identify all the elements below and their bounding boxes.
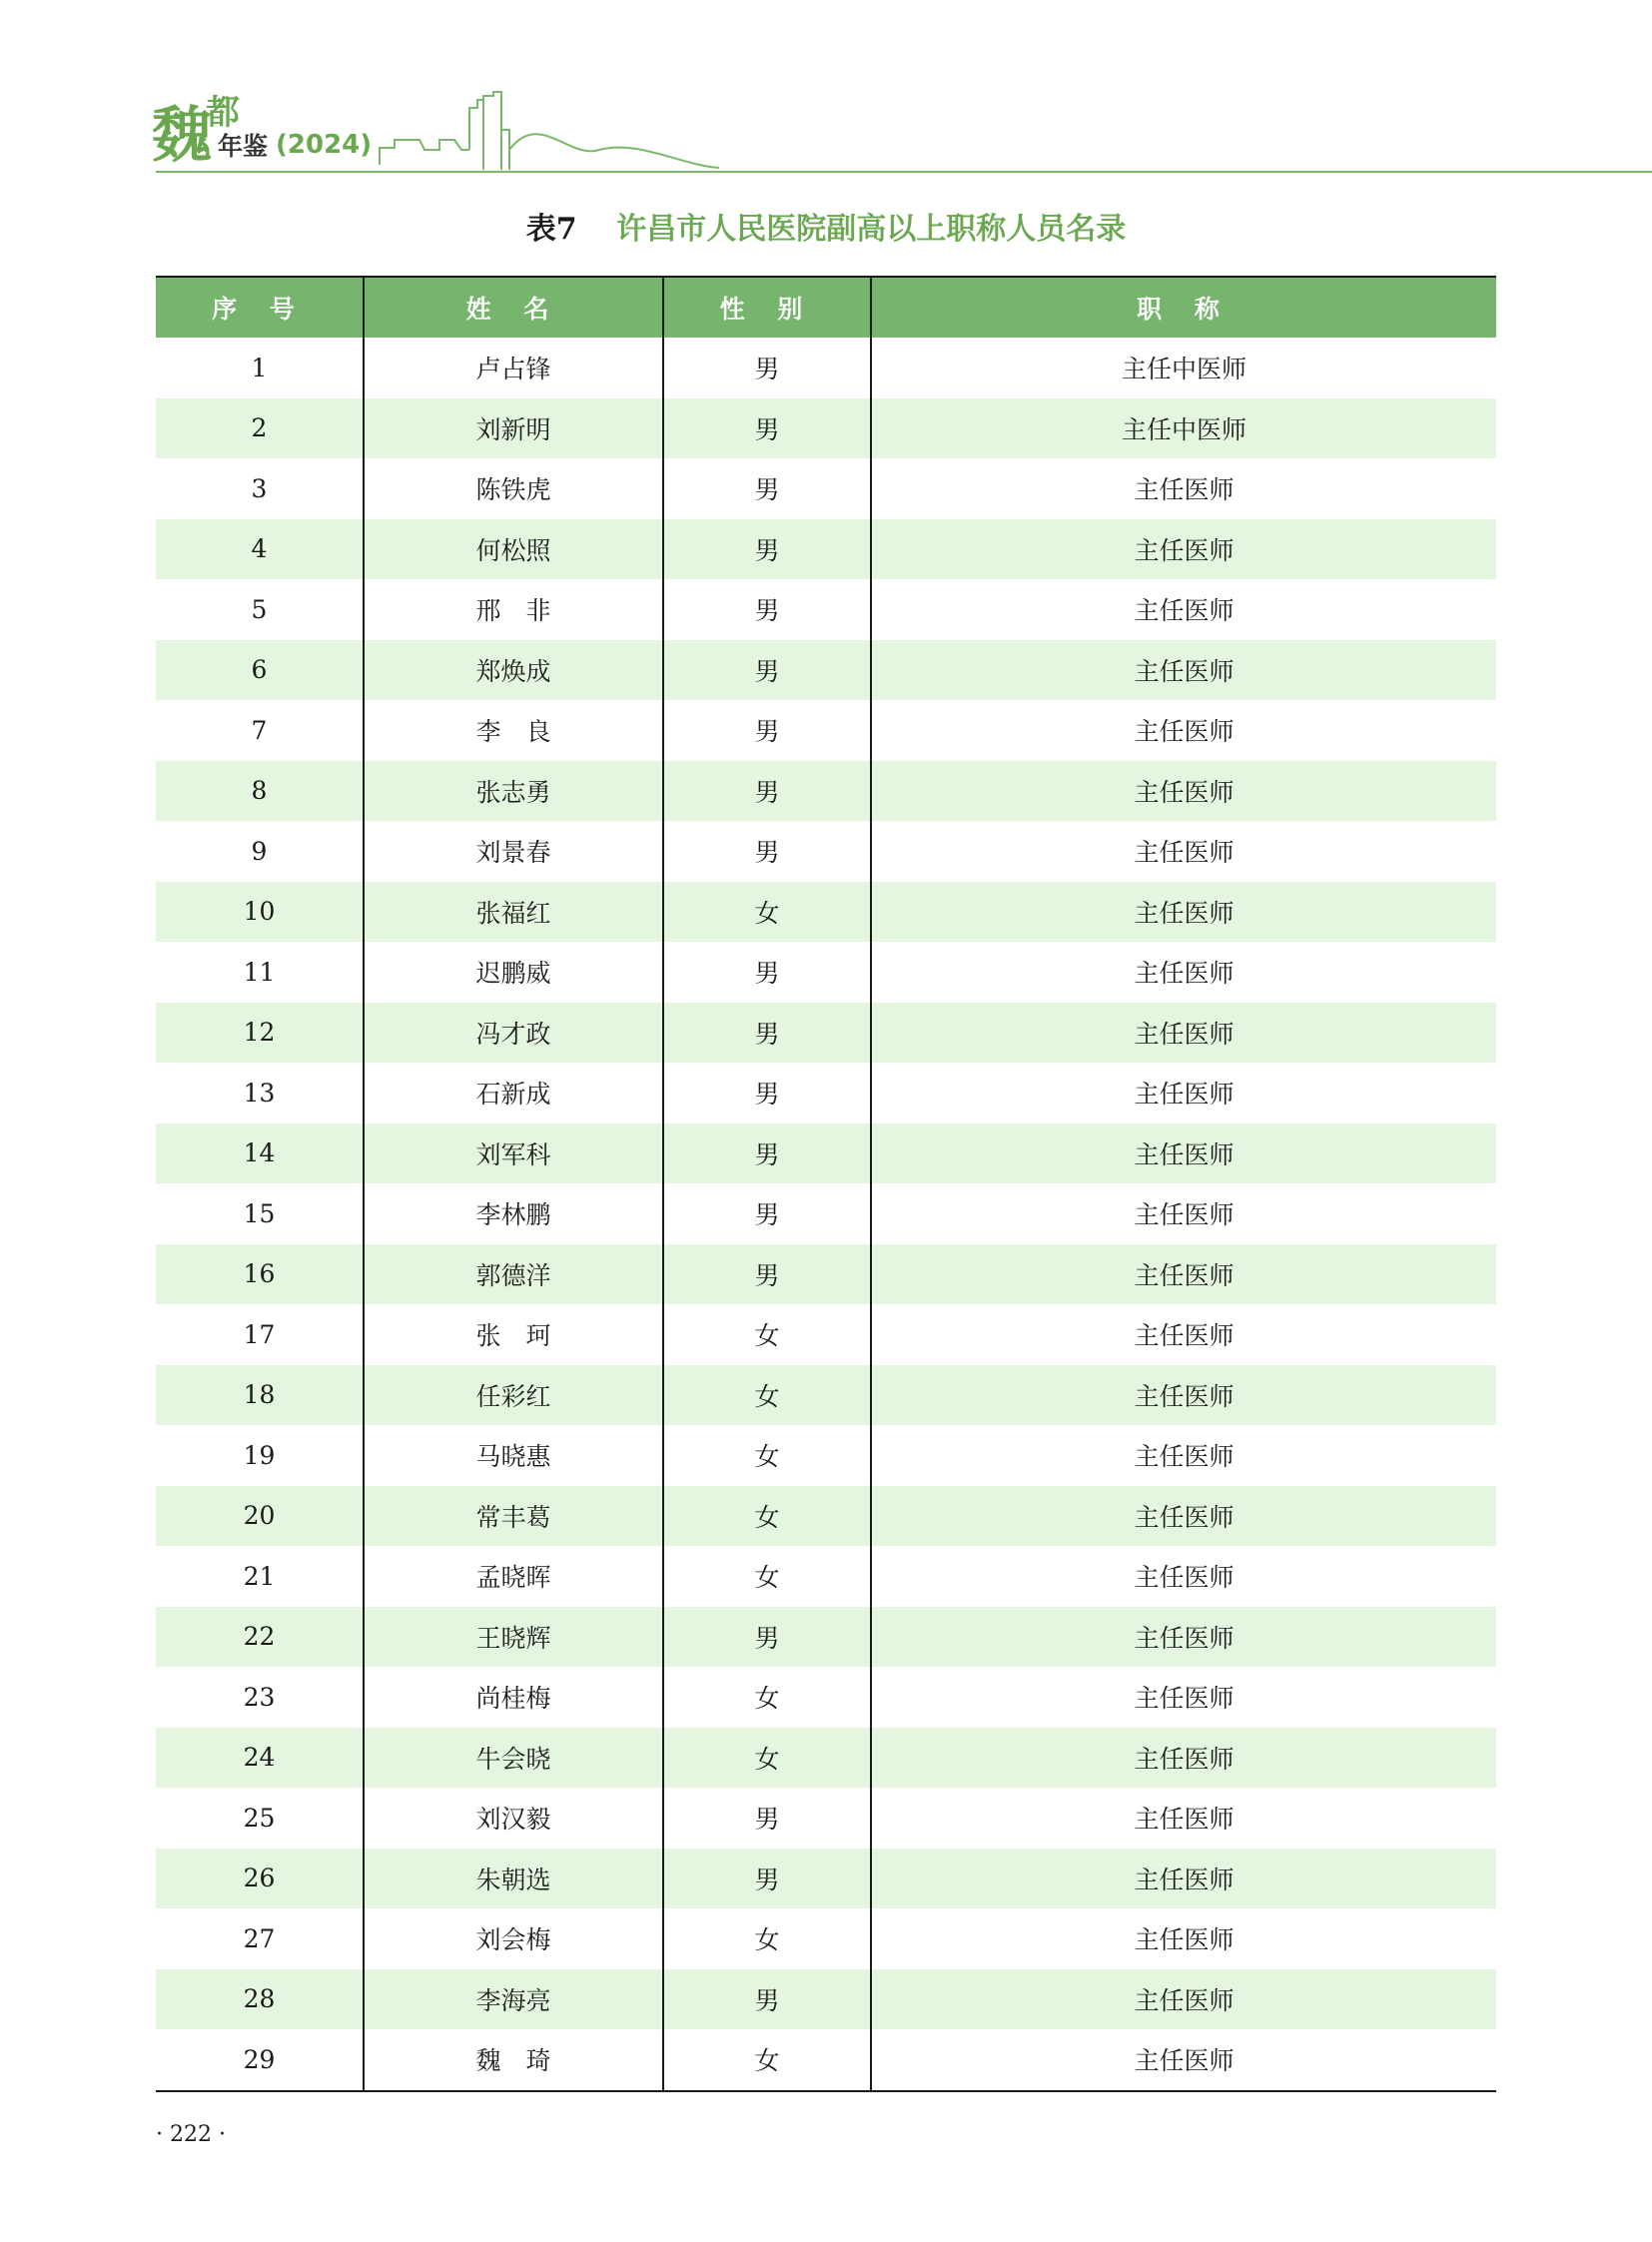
- cell-name: 张 珂: [364, 1304, 663, 1365]
- table-caption: 许昌市人民医院副高以上职称人员名录: [616, 212, 1127, 247]
- cell-gender: 男: [663, 640, 871, 701]
- table-row: [156, 1969, 1496, 2030]
- cell-gender: 男: [663, 1849, 871, 1909]
- cell-title: 主任医师: [871, 1607, 1496, 1668]
- cell-title: 主任医师: [871, 1969, 1496, 2030]
- logo-character-wei: 魏: [152, 101, 210, 171]
- cell-title: 主任医师: [871, 1546, 1496, 1607]
- cell-index: 2: [156, 398, 364, 459]
- cell-index: 5: [251, 594, 268, 624]
- cell-title: 主任医师: [871, 1486, 1496, 1547]
- cell-index: 13: [243, 1078, 276, 1108]
- cell-name: 王晓辉: [364, 1607, 663, 1668]
- cell-title: 主任医师: [871, 640, 1496, 701]
- cell-index: 17: [243, 1319, 276, 1349]
- cell-index: 9: [251, 836, 268, 866]
- cell-name: 牛会晓: [364, 1728, 663, 1789]
- cell-index: 21: [243, 1561, 276, 1591]
- cell-title: 主任医师: [871, 2029, 1496, 2091]
- cell-gender: 女: [663, 1908, 871, 1969]
- cell-title: 主任医师: [871, 1244, 1496, 1305]
- cell-index: 23: [243, 1682, 276, 1712]
- cell-index: 26: [156, 1849, 364, 1909]
- table-row: [156, 1123, 1496, 1184]
- table-row: [156, 761, 1496, 822]
- cell-gender: 男: [663, 1244, 871, 1305]
- table-row: [156, 458, 1496, 519]
- cell-name: 刘新明: [364, 398, 663, 459]
- cell-title: 主任医师: [871, 1788, 1496, 1849]
- cell-name: 朱朝选: [364, 1849, 663, 1909]
- cell-gender: 男: [663, 1788, 871, 1849]
- cell-title: 主任医师: [871, 1123, 1496, 1184]
- cell-title: 主任医师: [871, 519, 1496, 580]
- cell-name: 刘景春: [364, 821, 663, 882]
- cell-gender: 男: [663, 1183, 871, 1244]
- cell-gender: 女: [663, 882, 871, 943]
- cell-title: 主任中医师: [871, 398, 1496, 459]
- table-row: [156, 398, 1496, 459]
- staff-roster-table: [156, 276, 1496, 2092]
- table-row: [156, 1546, 1496, 1607]
- cell-index: 24: [156, 1728, 364, 1789]
- cell-title: 主任医师: [871, 700, 1496, 761]
- table-row: [156, 1849, 1496, 1909]
- table-header-row: [156, 277, 1496, 338]
- table-row: [156, 1667, 1496, 1728]
- page-header: [0, 0, 1652, 190]
- table-row: [156, 882, 1496, 943]
- skyline-decoration-icon: [0, 0, 1652, 190]
- column-header-index: 序 号: [156, 277, 364, 338]
- cell-name: 李海亮: [364, 1969, 663, 2030]
- cell-title: 主任医师: [871, 882, 1496, 943]
- cell-gender: 女: [663, 1546, 871, 1607]
- table-number: 表7: [525, 212, 577, 247]
- cell-name: 陈铁虎: [364, 458, 663, 519]
- cell-title: 主任医师: [871, 1908, 1496, 1969]
- table-row: [156, 1728, 1496, 1789]
- cell-name: 郭德洋: [364, 1244, 663, 1305]
- cell-name: 邢 非: [364, 579, 663, 640]
- cell-name: 李林鹏: [364, 1183, 663, 1244]
- cell-title: 主任医师: [871, 1667, 1496, 1728]
- cell-name: 张志勇: [364, 761, 663, 822]
- cell-gender: 男: [663, 1969, 871, 2030]
- cell-title: 主任医师: [871, 1003, 1496, 1064]
- page-number: · 222 ·: [156, 2122, 226, 2147]
- cell-title: 主任医师: [871, 1728, 1496, 1789]
- cell-name: 尚桂梅: [364, 1667, 663, 1728]
- cell-gender: 男: [663, 579, 871, 640]
- cell-gender: 男: [663, 398, 871, 459]
- cell-name: 何松照: [364, 519, 663, 580]
- cell-title: 主任医师: [871, 761, 1496, 822]
- logo-character-du: 都: [206, 93, 240, 133]
- cell-title: 主任医师: [871, 942, 1496, 1003]
- cell-name: 魏 琦: [364, 2029, 663, 2091]
- table-row: [156, 2029, 1496, 2091]
- cell-name: 马晓惠: [364, 1425, 663, 1486]
- cell-name: 卢占锋: [364, 338, 663, 398]
- cell-gender: 男: [663, 700, 871, 761]
- logo-yearbook-label: 年鉴: [218, 132, 269, 161]
- cell-gender: 女: [663, 1728, 871, 1789]
- cell-gender: 女: [663, 1425, 871, 1486]
- cell-title: 主任中医师: [871, 338, 1496, 398]
- cell-name: 刘汉毅: [364, 1788, 663, 1849]
- cell-index: 11: [243, 957, 276, 987]
- cell-index: 6: [156, 640, 364, 701]
- cell-gender: 男: [663, 942, 871, 1003]
- cell-index: 16: [156, 1244, 364, 1305]
- cell-index: 22: [156, 1607, 364, 1668]
- table-row: [156, 1365, 1496, 1426]
- table-row: [156, 1304, 1496, 1365]
- cell-title: 主任医师: [871, 1849, 1496, 1909]
- cell-title: 主任医师: [871, 1425, 1496, 1486]
- table-row: [156, 1425, 1496, 1486]
- cell-index: 12: [156, 1003, 364, 1064]
- cell-index: 7: [251, 715, 268, 745]
- cell-name: 郑焕成: [364, 640, 663, 701]
- cell-gender: 女: [663, 2029, 871, 2091]
- table-row: [156, 1003, 1496, 1064]
- table-body: [156, 338, 1496, 2091]
- cell-gender: 男: [663, 761, 871, 822]
- cell-index: 15: [243, 1198, 276, 1228]
- table-row: [156, 338, 1496, 398]
- cell-gender: 男: [663, 519, 871, 580]
- cell-gender: 女: [663, 1365, 871, 1426]
- column-header-name: 姓 名: [364, 277, 663, 338]
- cell-gender: 女: [663, 1304, 871, 1365]
- cell-gender: 女: [663, 1486, 871, 1547]
- table-row: [156, 519, 1496, 580]
- cell-title: 主任医师: [871, 458, 1496, 519]
- cell-gender: 男: [663, 1123, 871, 1184]
- cell-gender: 女: [663, 1667, 871, 1728]
- cell-index: 27: [243, 1923, 276, 1953]
- cell-gender: 男: [663, 821, 871, 882]
- table-row: [156, 700, 1496, 761]
- table-row: [156, 640, 1496, 701]
- cell-index: 18: [156, 1365, 364, 1426]
- cell-name: 刘会梅: [364, 1908, 663, 1969]
- cell-name: 孟晓晖: [364, 1546, 663, 1607]
- cell-name: 刘军科: [364, 1123, 663, 1184]
- cell-title: 主任医师: [871, 821, 1496, 882]
- cell-name: 迟鹏威: [364, 942, 663, 1003]
- cell-name: 常丰葛: [364, 1486, 663, 1547]
- table-row: [156, 942, 1496, 1003]
- table-row: [156, 1908, 1496, 1969]
- cell-index: 10: [156, 882, 364, 943]
- cell-gender: 男: [663, 1607, 871, 1668]
- cell-index: 3: [251, 473, 268, 503]
- table-row: [156, 1607, 1496, 1668]
- cell-name: 张福红: [364, 882, 663, 943]
- cell-index: 1: [251, 353, 268, 382]
- cell-name: 冯才政: [364, 1003, 663, 1064]
- cell-index: 4: [156, 519, 364, 580]
- cell-name: 石新成: [364, 1063, 663, 1123]
- table-row: [156, 1486, 1496, 1547]
- table-row: [156, 1183, 1496, 1244]
- cell-index: 28: [156, 1969, 364, 2030]
- table-row: [156, 821, 1496, 882]
- table-row: [156, 1788, 1496, 1849]
- cell-title: 主任医师: [871, 579, 1496, 640]
- column-header-title: 职 称: [871, 277, 1496, 338]
- cell-title: 主任医师: [871, 1304, 1496, 1365]
- cell-name: 李 良: [364, 700, 663, 761]
- cell-gender: 男: [663, 1003, 871, 1064]
- cell-title: 主任医师: [871, 1063, 1496, 1123]
- cell-index: 14: [156, 1123, 364, 1184]
- table-title: [0, 210, 1652, 250]
- logo-edition: (2024): [276, 130, 373, 160]
- cell-title: 主任医师: [871, 1365, 1496, 1426]
- column-header-gender: 性 别: [663, 277, 871, 338]
- cell-name: 任彩红: [364, 1365, 663, 1426]
- cell-title: 主任医师: [871, 1183, 1496, 1244]
- table-row: [156, 579, 1496, 640]
- table-row: [156, 1244, 1496, 1305]
- cell-index: 19: [243, 1440, 276, 1470]
- table-row: [156, 1063, 1496, 1123]
- cell-index: 25: [243, 1803, 276, 1833]
- cell-index: 29: [243, 2044, 276, 2074]
- cell-gender: 男: [663, 458, 871, 519]
- cell-gender: 男: [663, 338, 871, 398]
- cell-index: 20: [156, 1486, 364, 1547]
- cell-gender: 男: [663, 1063, 871, 1123]
- cell-index: 8: [156, 761, 364, 822]
